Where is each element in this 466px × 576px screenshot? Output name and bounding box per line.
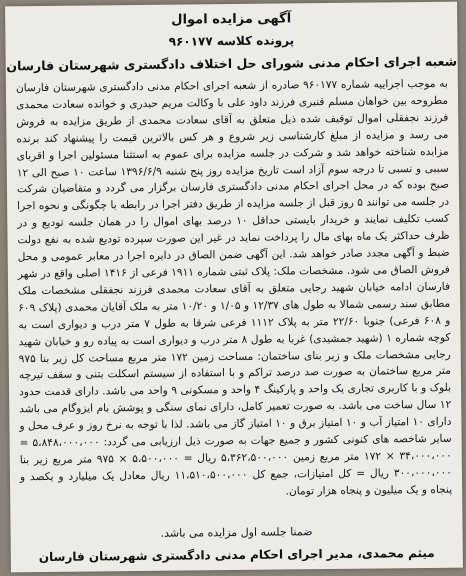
case-number: پرونده کلاسه ۹۶۰۱۷۷ <box>168 33 295 49</box>
signature: میثم محمدی، مدیر اجرای احکام مدنی دادگستری شهرستان فارسان <box>38 545 435 565</box>
closing-note: ضمنا جلسه اول مزایده می باشد. <box>160 525 313 540</box>
newspaper-notice <box>5 2 463 573</box>
notice-title: آگهی مزایده اموال <box>171 11 292 28</box>
issuer-heading: شعبه اجرای احکام مدنی شورای حل اختلاف دادگستری شهرستان فارسان <box>6 53 458 74</box>
notice-body: به موجب اجراییه شماره ۹۶۰۱۷۷ صادره از شعبه اجرای احکام مدنی دادگستری شهرستان فارسان مطروحه بین خواهان مسلم قنبری فرزند داود علی با وکالت مریم حیدری و خوانده سعادت محمدی فرزند نجفقلی اموال توقیف شده ذیل متعلق به آقای سعادت محمدی از طریق مزایده به فروش می رسد و مزایده از مبلغ کارشناسی زیر شروع و هر کس بالاترین قیمت را پیشنهاد کند برنده مزایده شناخته خواهد شد و شرکت در جلسه مزایده برای عموم به استثنا مسئولین اجرا و اقربای سببی و نسبی تا درجه سوم آزاد است تاریخ مزایده روز پنج شنبه ۱۳۹۶/۶/۹ ساعت ۱۰ صبح الی ۱۲ صبح بوده که در محل اجرای احکام مدنی دادگستری فارسان برگزار می گردد و متقاضیان شرکت در جلسه می توانند ۵ روز قبل از جلسه مزایده از طریق دفتر اجرا در رابطه با چگونگی و نحوه اجرا کسب تکلیف نمایند و خریدار بایستی حداقل ۱۰ درصد بهای اموال را در همان جلسه تودیع و در ظرف حداکثر یک ماه بهای مال را پرداخت نماید در غیر این صورت سپرده تودیع شده به نفع دولت ضبط و آگهی مجدد صادر خواهد شد. این آگهی ضمن الصاق در دایره اجرا در معابر عمومی و محل فروش الصاق می شود. مشخصات ملک: پلاک ثبتی شماره ۱۹۱۱ فرعی از ۱۴۱۶ اصلی واقع در شهر فارسان ادامه خیابان شهید رجایی متعلق به آقای سعادت محمدی فرزند نجفقلی مشخصات ملک مطابق سند رسمی شمالا به طول های ۱۲/۳۷ و ۱/۰۵ و ۱۰/۲۰ متر به ملک آقایان محمدی (پلاک ۶۰۹ و ۶۰۸ فرعی) جنوبا ۲۲/۶۰ متر به پلاک ۱۱۱۲ فرعی شرقا به طول ۷ متر درب و دیواری است به کوچه شماره ۱ (شهید جمشیدی) غربا به طول ۸ متر درب و دیواری است به پیاده رو و خیابان شهید رجایی مشخصات ملک و زیر بنای ساختمان: مساحت زمین ۱۷۲ متر مربع مساحت کل زیر بنا ۹۷۵ متر مربع ساختمان به صورت صد درصد تراکم و با استفاده از سیستم اسکلت بتنی و سقف تیرچه بلوک و با کاربری تجاری یک واحد و پارکینگ ۴ واحد و مسکونی ۹ واحد می باشد. دارای قدمت حدود ۱۲ سال ساخت می باشد. به صورت تعمیر کامل، دارای نمای سنگی و پوشش بام ایزوگام می باشد دارای ۱۰ امتیاز آب و ۱۰ امتیاز برق و ۱۰ امتیاز گاز می باشد. لذا با توجه به نرخ روز و عرف محل و سایر شاخصه های کنونی کشور و جمیع جهات به صورت ذیل ارزیابی می گردد: ۵،۸۴۸،۰۰۰،۰۰۰ = ۳۴،۰۰۰،۰۰۰ × ۱۷۲ متر مربع زمین ۵،۳۶۲،۵۰۰،۰۰۰ ریال = ۵،۵۰۰،۰۰۰ × ۹۷۵ متر مربع زیر بنا ۳۰۰،۰۰۰،۰۰۰ ریال = کل امتیازات، جمع کل ۱۱،۵۱۰،۵۰۰،۰۰۰ ریال معادل یک میلیارد و یکصد و پنجاه و یک میلیون و پنجاه هزار تومان. <box>15 77 453 498</box>
